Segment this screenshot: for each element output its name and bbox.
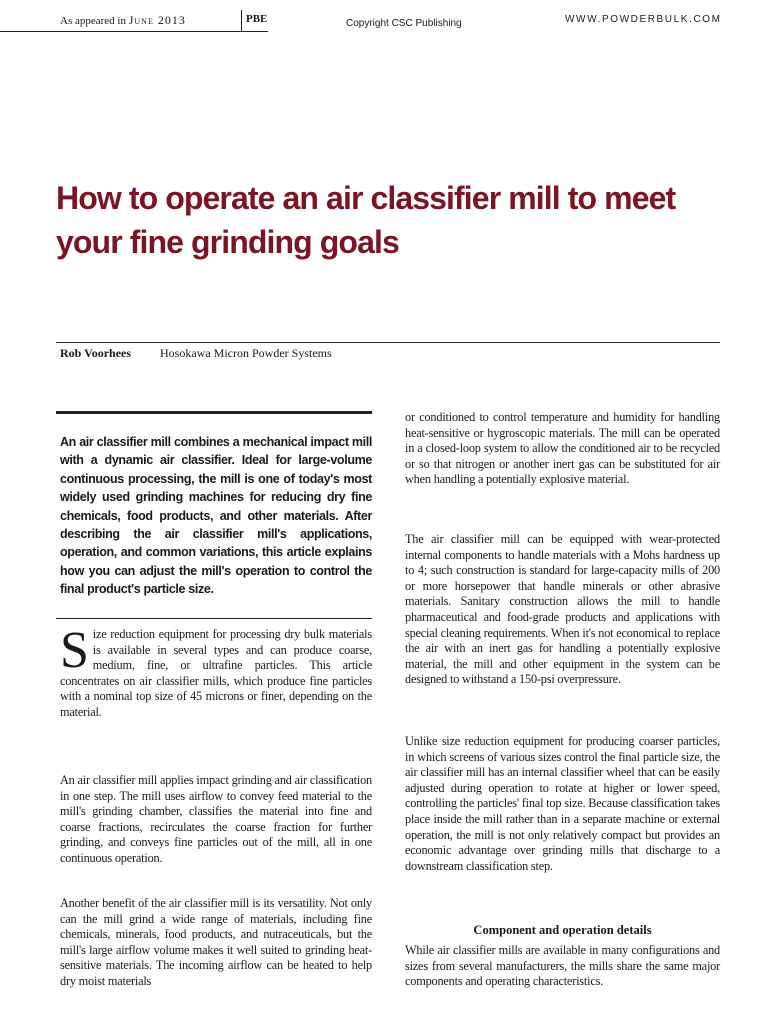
body-paragraph: or conditioned to control temperature and humidity for handling heat-sensitive or hygroscopic materials. The mill can be operated in a closed-loop system to allow the conditioned air to be recycled or so that nitrogen or another inert gas can be substituted for air when handling a potentially explosive material. xyxy=(405,410,720,487)
section-subhead: Component and operation details xyxy=(473,923,652,937)
article-lede: An air classifier mill combines a mechanical impact mill with a dynamic air classifier. Ideal for large-volume continuous processing, the mill is one of today's most widely used grinding machines for reducing dry fine chemicals, food products, and other materials. After describing the air classifier mill's applications, operation, and common variations, this article explains how you can adjust the mill's operation to control the final product's particle size. xyxy=(60,435,372,597)
header-divider xyxy=(241,10,242,32)
paragraph-text: ize reduction equipment for processing dry bulk materials is available in several types and can produce coarse, medium, fine, or ultrafine particles. This article concentrates on air classifier mills, which produce fine particles with a nominal top size of 45 microns or finer, depending on the material. xyxy=(60,627,372,719)
lede-bottom-rule xyxy=(56,618,372,619)
publication-name: PBE xyxy=(246,13,268,25)
body-paragraph: Another benefit of the air classifier mill is its versatility. Not only can the mill grind a wide range of materials, including fine chemicals, minerals, food products, and nutraceuticals, but the mill's large airflow volume makes it well suited to grinding heat-sensitive materials. The incoming airflow can be heated to help dry moist materials xyxy=(60,896,372,988)
appeared-prefix: As appeared in xyxy=(60,15,126,27)
body-paragraph: Unlike size reduction equipment for producing coarser particles, in which screens of various sizes control the final particle size, the air classifier mill has an internal classifier wheel that can be easily adjusted during operation to rotate at higher or lower speed, controlling the particles' final top size. Because classification takes place inside the mill rather than in a separate machine or external operation, the mill is not only relatively compact but provides an economic advantage over grinding mills that discharge to a downstream classification step. xyxy=(405,734,720,873)
issue-date: June 2013 xyxy=(128,13,186,27)
copyright-notice: Copyright CSC Publishing xyxy=(346,18,462,29)
website-url: WWW.POWDERBULK.COM xyxy=(565,14,722,25)
lede-top-rule xyxy=(56,411,372,414)
author-organization: Hosokawa Micron Powder Systems xyxy=(160,346,332,360)
body-paragraph: While air classifier mills are available in many configurations and sizes from several manufacturers, the mills share the same major components and operating characteristics. xyxy=(405,943,720,989)
article-title: How to operate an air classifier mill to meet your fine grinding goals xyxy=(56,180,676,260)
body-paragraph xyxy=(60,622,372,721)
body-paragraph: The air classifier mill can be equipped with wear-protected internal components to handle materials with a Mohs hardness up to 4; such construction is standard for large-capacity mills of 200 or more horsepower that handle minerals or other abrasive materials. Sanitary construction allows the mill to handle pharmaceutical and food-grade products and applications with special cleaning requirements. When it's not economical to replace the air with an inert gas for handling a potentially explosive material, the mill and other equipment in the system can be designed to withstand a 150-psi overpressure. xyxy=(405,532,720,687)
byline-rule xyxy=(56,342,720,343)
header-rule xyxy=(0,31,268,32)
header-appeared-in xyxy=(60,13,186,28)
drop-cap: S xyxy=(60,622,89,679)
body-paragraph: An air classifier mill applies impact grinding and air classification in one step. The mill uses airflow to convey feed material to the mill's grinding chamber, classifies the material into fine and coarse fractions, recirculates the coarse fraction for further grinding, and conveys fine particles out of the mill, all in one continuous operation. xyxy=(60,773,372,865)
author-name: Rob Voorhees xyxy=(60,346,132,360)
